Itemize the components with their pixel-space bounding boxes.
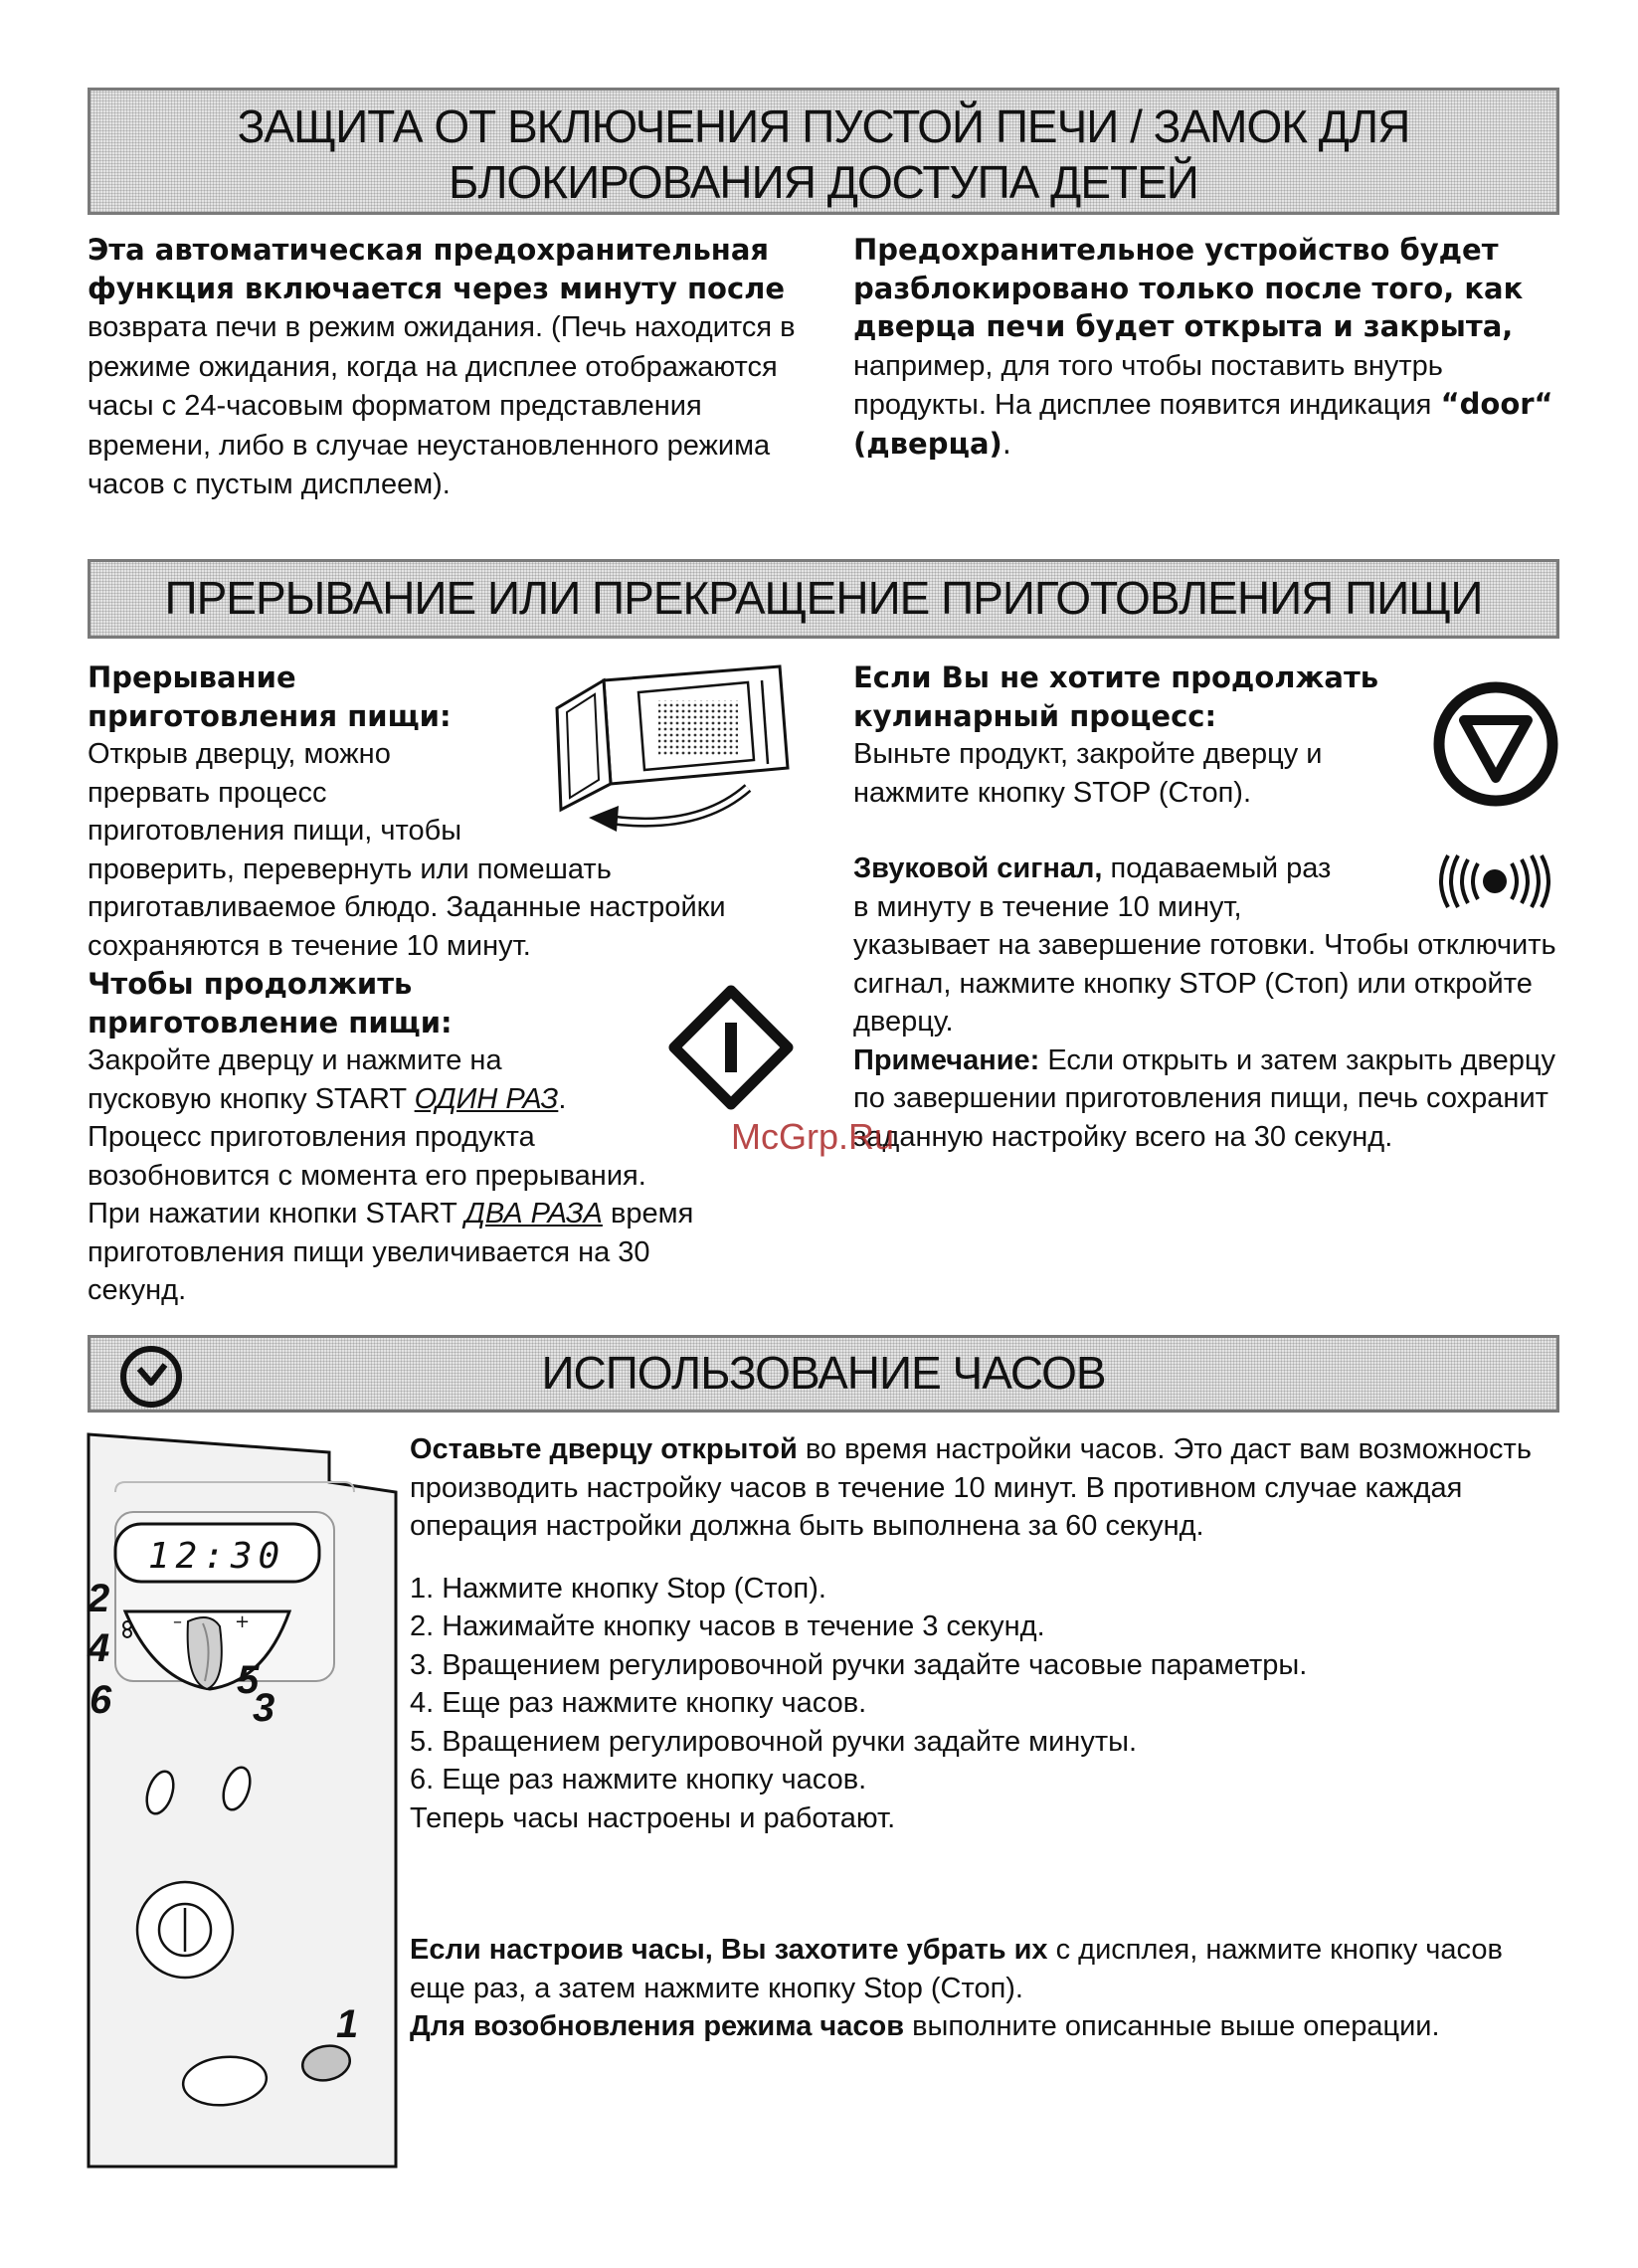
beep-line-1: подаваемый раз [1102, 852, 1332, 884]
continue-heading-1: Чтобы продолжить [88, 967, 413, 1001]
label-6: 6 [90, 1678, 112, 1722]
clock-remove-text: с дисплея, нажмите кнопку часов еще раз, а затем нажмите кнопку Stop (Стоп). [410, 1934, 1503, 2004]
pause-line-1: Открыв дверцу, можно [88, 738, 391, 770]
clock-steps-list [410, 1570, 1563, 1799]
stop-line-1: Выньте продукт, закройте дверцу и [853, 738, 1323, 770]
section-header-pause-cooking [88, 559, 1559, 639]
clock-step: 6. Еще раз нажмите кнопку часов. [410, 1764, 867, 1796]
child-lock-left-text: возврата печи в режим ожидания. (Печь находится в режиме ожидания, когда на дисплее отображаются часы с 24-часовым форматом представления времени, либо в случае неустановленного режима часов с пустым дисплеем). [88, 311, 796, 500]
clock-intro-text: во время настройки часов. Это даст вам возможность производить настройку часов в течение 10 минут. В противном случае каждая операция настройки должна быть выполнена за 60 секунд. [410, 1433, 1532, 1542]
continue-line-5b: время [602, 1198, 694, 1229]
child-lock-left-bold: Эта автоматическая предохранительная функция включается через минуту после [88, 233, 786, 305]
child-lock-left-column [88, 231, 804, 504]
control-panel-illustration [86, 1432, 414, 2169]
start-twice: ДВА РАЗА [464, 1198, 603, 1229]
knob-minus: – [173, 1611, 182, 1632]
display-time: 12:30 [147, 1536, 286, 1577]
clock-step: 1. Нажмите кнопку Stop (Стоп). [410, 1572, 826, 1605]
label-5: 5 [237, 1658, 260, 1702]
continue-line-1: Закройте дверцу и нажмите на [88, 1044, 502, 1076]
continue-heading-2: приготовление пищи: [88, 1005, 453, 1040]
label-3: 3 [253, 1686, 275, 1730]
clock-step: 5. Вращением регулировочной ручки задайте минуты. [410, 1725, 1138, 1758]
continue-line-5a: При нажатии кнопки START [88, 1198, 465, 1229]
clock-text-column [410, 1430, 1563, 2046]
header-title: ПРЕРЫВАНИЕ ИЛИ ПРЕКРАЩЕНИЕ ПРИГОТОВЛЕНИЯ ПИЩИ [164, 572, 1483, 624]
sound-signal-icon [1432, 853, 1557, 909]
clock-step: 3. Вращением регулировочной ручки задайте часовые параметры. [410, 1648, 1308, 1681]
stop-heading-2: кулинарный процесс: [853, 698, 1217, 733]
clock-resume-text: выполните описанные выше операции. [904, 2010, 1440, 2042]
continue-line-7: секунд. [88, 1274, 187, 1306]
stop-icon [1432, 680, 1559, 808]
clock-step: 4. Еще раз нажмите кнопку часов. [410, 1687, 867, 1719]
child-lock-right-end: . [1001, 426, 1011, 461]
stop-line-2: нажмите кнопку STOP (Стоп). [853, 776, 1251, 809]
clock-steps-done: Теперь часы настроены и работают. [410, 1801, 896, 1834]
section-header-clock [88, 1335, 1559, 1413]
beep-line-2: в минуту в течение 10 минут, [853, 890, 1242, 923]
child-lock-right-text: например, для того чтобы поставить внутрь продукты. На дисплее появится индикация [853, 349, 1443, 421]
watermark: McGrp.Ru [731, 1116, 895, 1157]
beep-rest: указывает на завершение готовки. Чтобы отключить сигнал, нажмите кнопку STOP (Стоп) или откройте дверцу. [853, 929, 1556, 1038]
continue-line-2b: . [558, 1082, 567, 1115]
pause-line-3: приготовления пищи, чтобы [88, 815, 462, 847]
clock-resume-bold: Для возобновления режима часов [410, 2010, 905, 2042]
start-once: ОДИН РАЗ [414, 1082, 559, 1115]
door-indication: “door“ (дверца) [853, 387, 1553, 461]
clock-intro-bold: Оставьте дверцу открытой [410, 1433, 798, 1465]
pause-heading-2: приготовления пищи: [88, 698, 452, 733]
clock-step: 2. Нажимайте кнопку часов в течение 3 секунд. [410, 1610, 1045, 1642]
label-2: 2 [88, 1577, 110, 1620]
continue-line-3: Процесс приготовления продукта [88, 1121, 535, 1153]
header-title: ИСПОЛЬЗОВАНИЕ ЧАСОВ [541, 1347, 1106, 1399]
section-header-child-lock [88, 88, 1559, 215]
label-1: 1 [336, 2002, 359, 2046]
pause-rest: проверить, перевернуть или помешать приготавливаемое блюдо. Заданные настройки сохраняются в течение 10 минут. [88, 852, 726, 962]
start-icon [668, 985, 794, 1110]
pause-line-2: прервать процесс [88, 776, 327, 809]
child-lock-right-bold: Предохранительное устройство будет разблокировано только после того, как дверца печи будет открыта и закрыта, [853, 233, 1524, 343]
continue-line-2a: пусковую кнопку START [88, 1082, 415, 1115]
label-4: 4 [88, 1626, 110, 1670]
stop-heading-1: Если Вы не хотите продолжать [853, 661, 1379, 694]
open-oven-icon [549, 661, 798, 830]
header-line-1: ЗАЩИТА ОТ ВКЛЮЧЕНИЯ ПУСТОЙ ПЕЧИ / ЗАМОК ДЛЯ [237, 100, 1410, 152]
note-text: Если открыть и затем закрыть дверцу по завершении приготовления пищи, печь сохранит заданную настройку всего на 30 секунд. [853, 1043, 1556, 1153]
beep-bold: Звуковой сигнал, [853, 852, 1103, 884]
continue-line-4: возобновится с момента его прерывания. [88, 1159, 646, 1192]
note-bold: Примечание: [853, 1043, 1040, 1076]
pause-heading-1: Прерывание [88, 661, 296, 694]
continue-line-6: приготовления пищи увеличивается на 30 [88, 1235, 650, 1268]
knob-plus: + [235, 1611, 251, 1632]
clock-icon [117, 1343, 185, 1411]
child-lock-right-column [853, 231, 1561, 463]
clock-remove-bold: Если настроив часы, Вы захотите убрать их [410, 1934, 1048, 1966]
header-line-2: БЛОКИРОВАНИЯ ДОСТУПА ДЕТЕЙ [449, 156, 1198, 208]
